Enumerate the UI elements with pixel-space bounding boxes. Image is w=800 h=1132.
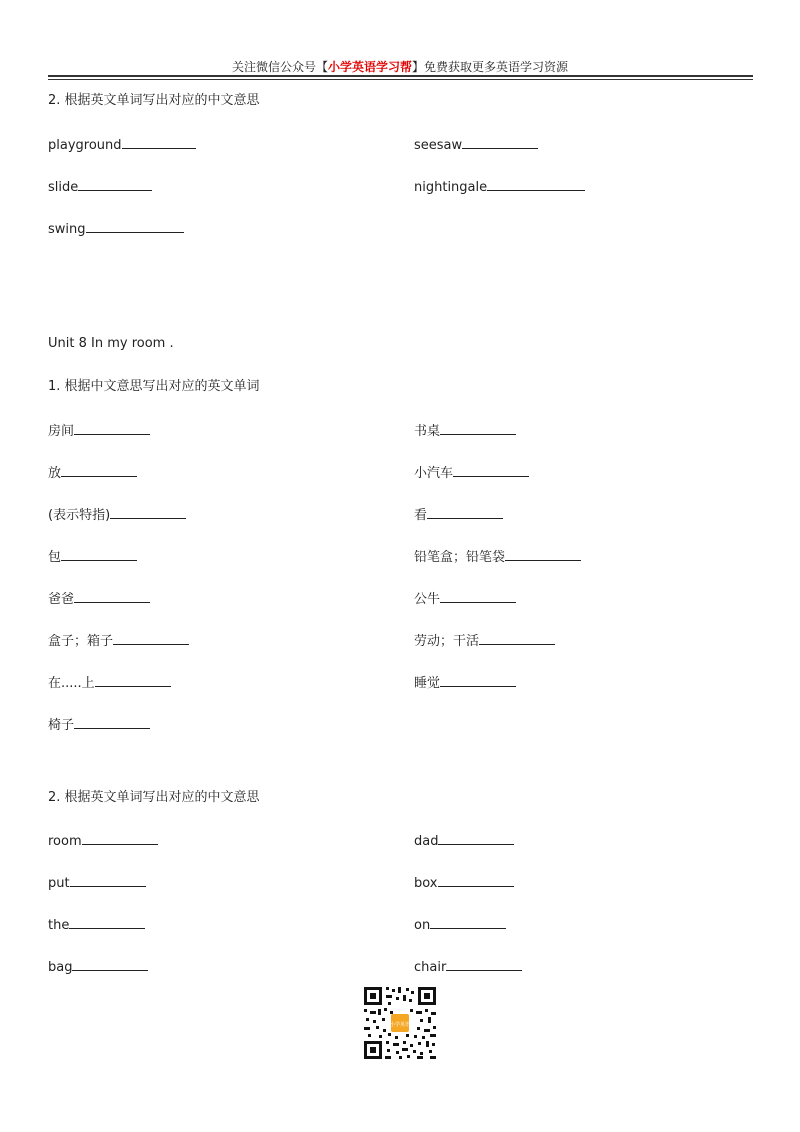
qr-code [362,985,438,1061]
answer-blank[interactable] [61,464,137,477]
exercise-item [48,220,184,238]
exercise-item [48,506,186,524]
item-label: (表示特指) [48,508,111,523]
answer-blank[interactable] [74,422,150,435]
item-label: bag [48,960,73,975]
item-label: seesaw [414,138,463,153]
item-label: 公牛 [414,592,441,607]
item-label: dad [414,834,439,849]
item-label: 放 [48,466,62,481]
exercise-item [48,916,145,934]
item-label: 书桌 [414,424,441,439]
header-brand: 小学英语学习帮 [327,60,412,74]
item-label: swing [48,222,86,237]
section-a-title: 2. 根据英文单词写出对应的中文意思 [48,93,260,108]
item-label: chair [414,960,447,975]
answer-blank[interactable] [438,832,514,845]
answer-blank[interactable] [462,136,538,149]
section-c-title: 2. 根据英文单词写出对应的中文意思 [48,790,260,805]
header-bracket-open: 【 [315,60,328,74]
item-label: playground [48,138,122,153]
exercise-item [414,464,529,482]
exercise-item [48,136,196,154]
exercise-item [414,136,538,154]
answer-blank[interactable] [61,548,137,561]
answer-blank[interactable] [110,506,186,519]
answer-blank[interactable] [95,674,171,687]
exercise-item [48,178,152,196]
unit-title: Unit 8 In my room . [48,336,174,351]
item-label: 椅子 [48,718,75,733]
exercise-item [48,590,150,608]
item-label: 爸爸 [48,592,75,607]
exercise-item [414,178,585,196]
item-label: 房间 [48,424,75,439]
answer-blank[interactable] [430,916,506,929]
qr-center-label: 小学英语 [389,1022,411,1028]
item-label: put [48,876,70,891]
item-label: slide [48,180,79,195]
answer-blank[interactable] [505,548,581,561]
exercise-item [414,916,506,934]
answer-blank[interactable] [74,716,150,729]
section-b-title: 1. 根据中文意思写出对应的英文单词 [48,379,260,394]
answer-blank[interactable] [72,958,148,971]
item-label: 包 [48,550,62,565]
item-label: room [48,834,82,849]
item-label: nightingale [414,180,488,195]
exercise-item [48,958,148,976]
exercise-item [48,716,150,734]
item-label: 睡觉 [414,676,441,691]
item-label: 看 [414,508,428,523]
answer-blank[interactable] [453,464,529,477]
exercise-item [414,632,555,650]
item-label: on [414,918,431,933]
answer-blank[interactable] [78,178,152,191]
page-header [0,58,800,75]
exercise-item [414,832,514,850]
header-rule-thin [48,79,753,80]
exercise-item [414,590,516,608]
header-bracket-close: 】 [412,60,425,74]
item-label: 小汽车 [414,466,454,481]
exercise-item [414,548,581,566]
answer-blank[interactable] [440,422,516,435]
answer-blank[interactable] [70,874,146,887]
answer-blank[interactable] [446,958,522,971]
exercise-item [48,464,137,482]
answer-blank[interactable] [113,632,189,645]
exercise-item [48,548,137,566]
item-label: 铅笔盒；铅笔袋 [414,550,506,565]
answer-blank[interactable] [69,916,145,929]
exercise-item [48,874,146,892]
header-suffix: 免费获取更多英语学习资源 [424,60,569,74]
answer-blank[interactable] [74,590,150,603]
exercise-item [48,632,189,650]
exercise-item [414,674,516,692]
exercise-item [414,506,503,524]
exercise-item [414,874,514,892]
item-label: the [48,918,70,933]
exercise-item [48,674,171,692]
exercise-item [414,958,522,976]
answer-blank[interactable] [438,874,514,887]
answer-blank[interactable] [427,506,503,519]
answer-blank[interactable] [122,136,196,149]
answer-blank[interactable] [487,178,585,191]
header-rule-thick [48,75,753,77]
answer-blank[interactable] [82,832,158,845]
exercise-item [48,832,158,850]
header-prefix: 关注微信公众号 [231,60,316,74]
answer-blank[interactable] [86,220,184,233]
exercise-item [48,422,150,440]
item-label: box [414,876,438,891]
item-label: 劳动；干活 [414,634,480,649]
item-label: 在.....上 [48,676,95,691]
exercise-item [414,422,516,440]
answer-blank[interactable] [479,632,555,645]
item-label: 盒子；箱子 [48,634,114,649]
answer-blank[interactable] [440,674,516,687]
answer-blank[interactable] [440,590,516,603]
